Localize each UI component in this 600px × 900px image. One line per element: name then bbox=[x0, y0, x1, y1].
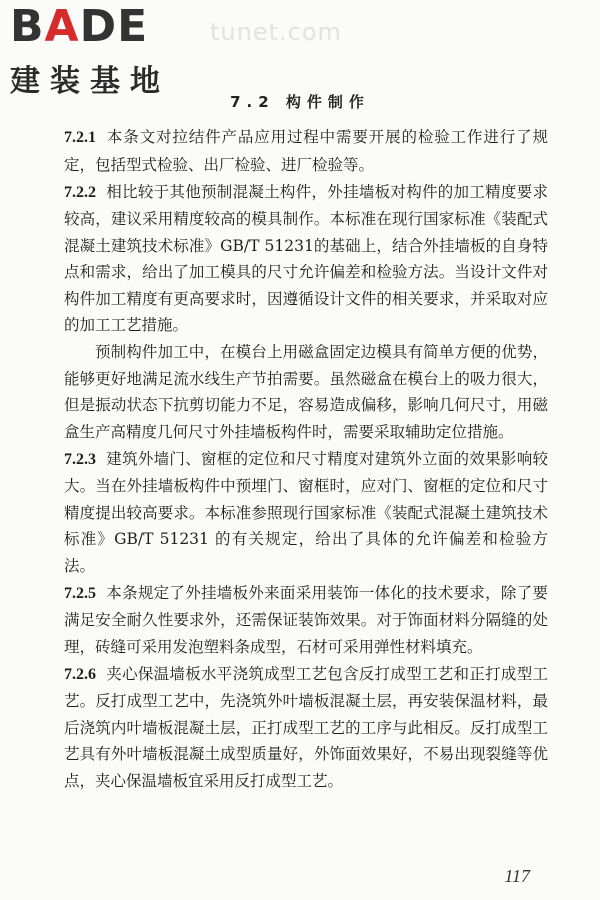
paragraph-7-2-1 bbox=[64, 124, 548, 178]
watermark: tunet.com bbox=[210, 18, 342, 46]
body-text bbox=[64, 124, 548, 795]
clause-number: 7.2.1 bbox=[64, 129, 96, 146]
logo-letter-b: B bbox=[10, 1, 45, 52]
clause-number: 7.2.6 bbox=[64, 665, 96, 683]
paragraph-continuation bbox=[64, 339, 548, 445]
paragraph-text: 相比较于其他预制混凝土构件，外挂墙板对构件的加工精度要求较高，建议采用精度较高的模具制作。本标准在现行国家标准《装配式混凝土建筑技术标准》GB/T 51231的基础上，结合外挂墙板的自身特点和需求，给出了加工模具的尺寸允许偏差和检验方法。当设计文件对构件加工精度有更高要求时，因遵循设计文件的相关要求，并采取对应的加工工艺措施。 bbox=[64, 182, 548, 334]
paragraph-7-2-6 bbox=[64, 661, 548, 795]
paragraph-text: 本条文对拉结件产品应用过程中需要开展的检验工作进行了规定，包括型式检验、出厂检验、进厂检验等。 bbox=[64, 128, 548, 174]
paragraph-7-2-5 bbox=[64, 580, 548, 661]
section-title: 7.2 构件制作 bbox=[230, 93, 370, 111]
clause-number: 7.2.5 bbox=[64, 584, 96, 602]
paragraph-text: 本条规定了外挂墙板外来面采用装饰一体化的技术要求，除了要满足安全耐久性要求外，还需保证装饰效果。对于饰面材料分隔缝的处理，砖缝可采用发泡塑料条成型，石材可采用弹性材料填充。 bbox=[64, 583, 548, 656]
paragraph-text: 夹心保温墙板水平浇筑成型工艺包含反打成型工艺和正打成型工艺。反打成型工艺中，先浇筑外叶墙板混凝土层，再安装保温材料，最后浇筑内叶墙板混凝土层，正打成型工艺的工序与此相反。反打成型工艺具有外叶墙板混凝土成型质量好，外饰面效果好，不易出现裂缝等优点，夹心保温墙板宜采用反打成型工艺。 bbox=[64, 664, 548, 790]
logo-letters-de: DE bbox=[79, 1, 149, 52]
logo-wordmark bbox=[10, 1, 149, 52]
paragraph-7-2-3 bbox=[64, 446, 548, 580]
paragraph-text: 建筑外墙门、窗框的定位和尺寸精度对建筑外立面的效果影响较大。当在外挂墙板构件中预埋门、窗框时，应对门、窗框的定位和尺寸精度提出较高要求。本标准参照现行国家标准《装配式混凝土建筑技术标准》GB/T 51231 的有关规定，给出了具体的允许偏差和检验方法。 bbox=[64, 449, 548, 575]
paragraph-text: 预制构件加工中，在模台上用磁盒固定边模具有简单方便的优势，能够更好地满足流水线生产节拍需要。虽然磁盒在模台上的吸力很大，但是振动状态下抗剪切能力不足，容易造成偏移，影响几何尺寸，用磁盒生产高精度几何尺寸外挂墙板构件时，需要采取辅助定位措施。 bbox=[64, 343, 548, 441]
logo-subtitle: 建装基地 bbox=[10, 64, 170, 99]
logo bbox=[10, 1, 180, 99]
paragraph-7-2-2 bbox=[64, 179, 548, 339]
logo-letter-a: A bbox=[44, 1, 80, 52]
page-number: 117 bbox=[504, 866, 530, 886]
clause-number: 7.2.3 bbox=[64, 450, 96, 468]
clause-number: 7.2.2 bbox=[64, 183, 96, 201]
